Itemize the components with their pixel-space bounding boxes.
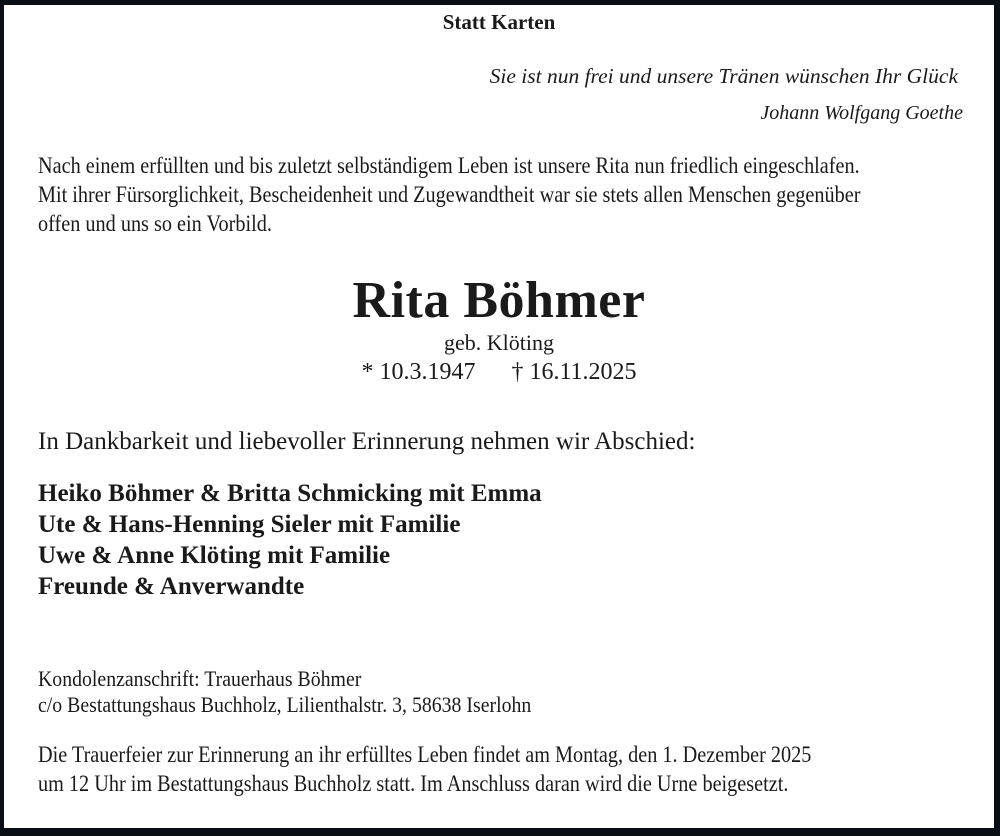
mourner-line: Heiko Böhmer & Britta Schmicking mit Emma	[38, 480, 542, 507]
service-line: um 12 Uhr im Bestattungshaus Buchholz statt. Im Anschluss daran wird die Urne beigesetzt.	[38, 771, 789, 796]
mourner-line: Ute & Hans-Henning Sieler mit Familie	[38, 511, 461, 538]
farewell-lead: In Dankbarkeit und liebevoller Erinnerung nehmen wir Abschied:	[38, 428, 696, 455]
mourner-line: Freunde & Anverwandte	[38, 573, 305, 600]
mourners-list	[38, 478, 542, 602]
service-line: Die Trauerfeier zur Erinnerung an ihr erfülltes Leben findet am Montag, den 1. Dezember 2025	[38, 742, 812, 767]
mourner-line: Uwe & Anne Klöting mit Familie	[38, 542, 391, 569]
condolence-address	[38, 666, 531, 718]
death-date: † 16.11.2025	[511, 359, 637, 385]
deceased-name: Rita Böhmer	[352, 272, 646, 329]
service-info	[38, 740, 811, 798]
condolence-line: c/o Bestattungshaus Buchholz, Lilienthalstr. 3, 58638 Iserlohn	[38, 692, 532, 717]
statt-karten-note: Statt Karten	[442, 10, 556, 34]
birth-date: * 10.3.1947	[361, 359, 476, 385]
condolence-line: Kondolenzanschrift: Trauerhaus Böhmer	[38, 666, 362, 691]
intro-paragraph	[38, 151, 860, 238]
life-dates	[4, 360, 994, 384]
intro-line: offen und uns so ein Vorbild.	[38, 211, 272, 236]
maiden-name: geb. Klöting	[444, 330, 554, 355]
memorial-quote: Sie ist nun frei und unsere Tränen wünschen Ihr Glück	[489, 64, 958, 88]
intro-line: Nach einem erfüllten und bis zuletzt selbständigem Leben ist unsere Rita nun friedlich eingeschlafen.	[38, 153, 860, 178]
intro-line: Mit ihrer Fürsorglichkeit, Bescheidenheit und Zugewandtheit war sie stets allen Menschen gegenüber	[38, 182, 861, 207]
quote-attribution: Johann Wolfgang Goethe	[760, 102, 963, 124]
